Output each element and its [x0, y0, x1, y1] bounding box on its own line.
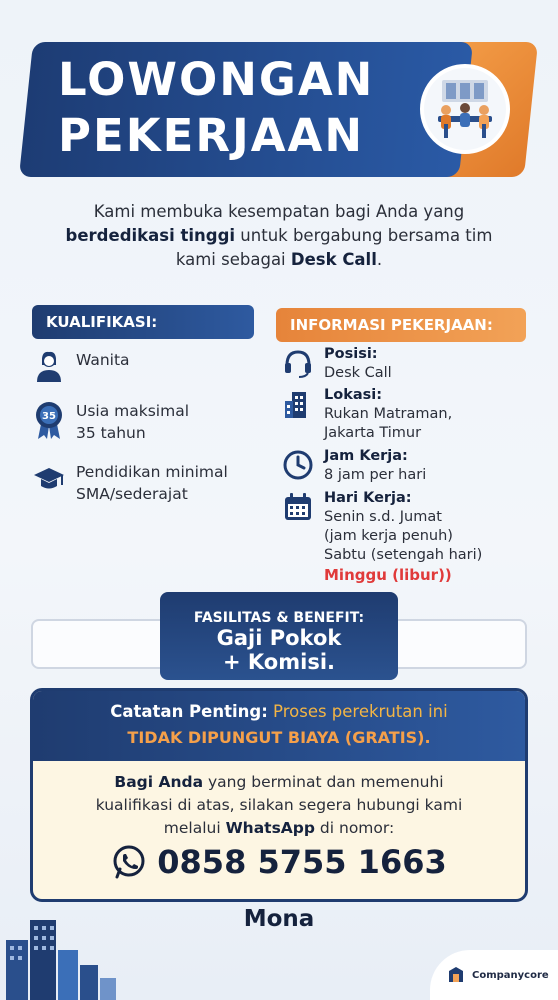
days-value-line3: Sabtu (setengah hari) [324, 547, 483, 563]
location-value-line2: Jakarta Timur [324, 425, 422, 441]
team-meeting-illustration [420, 64, 510, 154]
intro-bold-dedication: berdedikasi tinggi [65, 226, 236, 245]
location-label: Lokasi: [324, 387, 383, 403]
note-free-highlight: TIDAK DIPUNGUT BIAYA (GRATIS). [127, 728, 431, 747]
position-label: Posisi: [324, 346, 378, 362]
qualification-education [32, 461, 228, 505]
title-line2: PEKERJAAN [58, 109, 365, 162]
job-days [282, 489, 482, 585]
facilities-box [160, 592, 398, 680]
intro-bold-position: Desk Call [290, 250, 377, 269]
age-badge-text: 35 [42, 411, 56, 422]
qualification-gender [32, 349, 130, 383]
qualification-age-line1: Usia maksimal [76, 402, 190, 420]
building-icon [282, 388, 314, 420]
note-whatsapp-label: WhatsApp [225, 819, 315, 837]
job-info-heading: INFORMASI PEKERJAAN: [276, 308, 526, 342]
note-text: Proses perekrutan ini [267, 702, 448, 721]
title-line1: LOWONGAN [58, 53, 375, 106]
job-location [282, 386, 452, 443]
intro-line2: untuk bergabung bersama tim [235, 226, 493, 245]
note-label: Catatan Penting: [110, 702, 268, 721]
days-value-line2: (jam kerja penuh) [324, 528, 453, 544]
important-note-card [30, 688, 528, 902]
hours-label: Jam Kerja: [324, 448, 408, 464]
qualification-education-line2: SMA/sederajat [76, 485, 188, 503]
headset-icon [282, 347, 314, 379]
hours-value: 8 jam per hari [324, 467, 427, 483]
job-position [282, 345, 392, 383]
contact-name: Mona [243, 906, 315, 932]
note-body-line3-pre: melalui [163, 819, 226, 837]
graduation-cap-icon [32, 461, 66, 495]
location-value-line1: Rukan Matraman, [324, 406, 453, 422]
qualification-age [32, 400, 189, 444]
phone-number[interactable]: 0858 5755 1663 [157, 843, 447, 881]
note-body-bold: Bagi Anda [114, 773, 204, 791]
position-value: Desk Call [324, 365, 392, 381]
whatsapp-icon [111, 844, 147, 880]
facilities-value-line2: + Komisi. [223, 650, 335, 674]
qualifications-heading: KUALIFIKASI: [32, 305, 254, 339]
phone-contact[interactable] [33, 843, 525, 881]
note-body-line1: yang berminat dan memenuhi [203, 773, 444, 791]
intro-line3: kami sebagai [175, 250, 291, 269]
company-logo-icon [446, 965, 466, 985]
note-body-line3-rest: di nomor: [315, 819, 395, 837]
age-badge-icon [32, 400, 66, 440]
qualification-education-line1: Pendidikan minimal [76, 463, 228, 481]
note-body-line2: kualifikasi di atas, silakan segera hubungi kami [95, 796, 463, 814]
facilities-value-line1: Gaji Pokok [216, 626, 342, 650]
facilities-label: FASILITAS & BENEFIT: [193, 610, 365, 626]
qualification-age-line2: 35 tahun [76, 424, 146, 442]
intro-line1: Kami membuka kesempatan bagi Anda yang [93, 202, 465, 221]
days-value-line1: Senin s.d. Jumat [324, 509, 442, 525]
page-title [58, 52, 374, 164]
woman-icon [32, 349, 66, 383]
city-skyline-illustration [0, 910, 140, 1000]
company-logo [430, 950, 558, 1000]
note-header [33, 691, 525, 761]
header-banner [26, 42, 531, 177]
intro-period: . [376, 250, 383, 269]
note-body [33, 761, 525, 840]
calendar-icon [282, 491, 314, 523]
intro-text [0, 200, 558, 272]
job-hours [282, 447, 426, 485]
company-logo-text: Companycore [472, 969, 549, 981]
qualification-gender-text: Wanita [76, 351, 130, 369]
days-value-holiday: Minggu (libur)) [324, 566, 452, 584]
days-label: Hari Kerja: [324, 490, 412, 506]
clock-icon [282, 449, 314, 481]
